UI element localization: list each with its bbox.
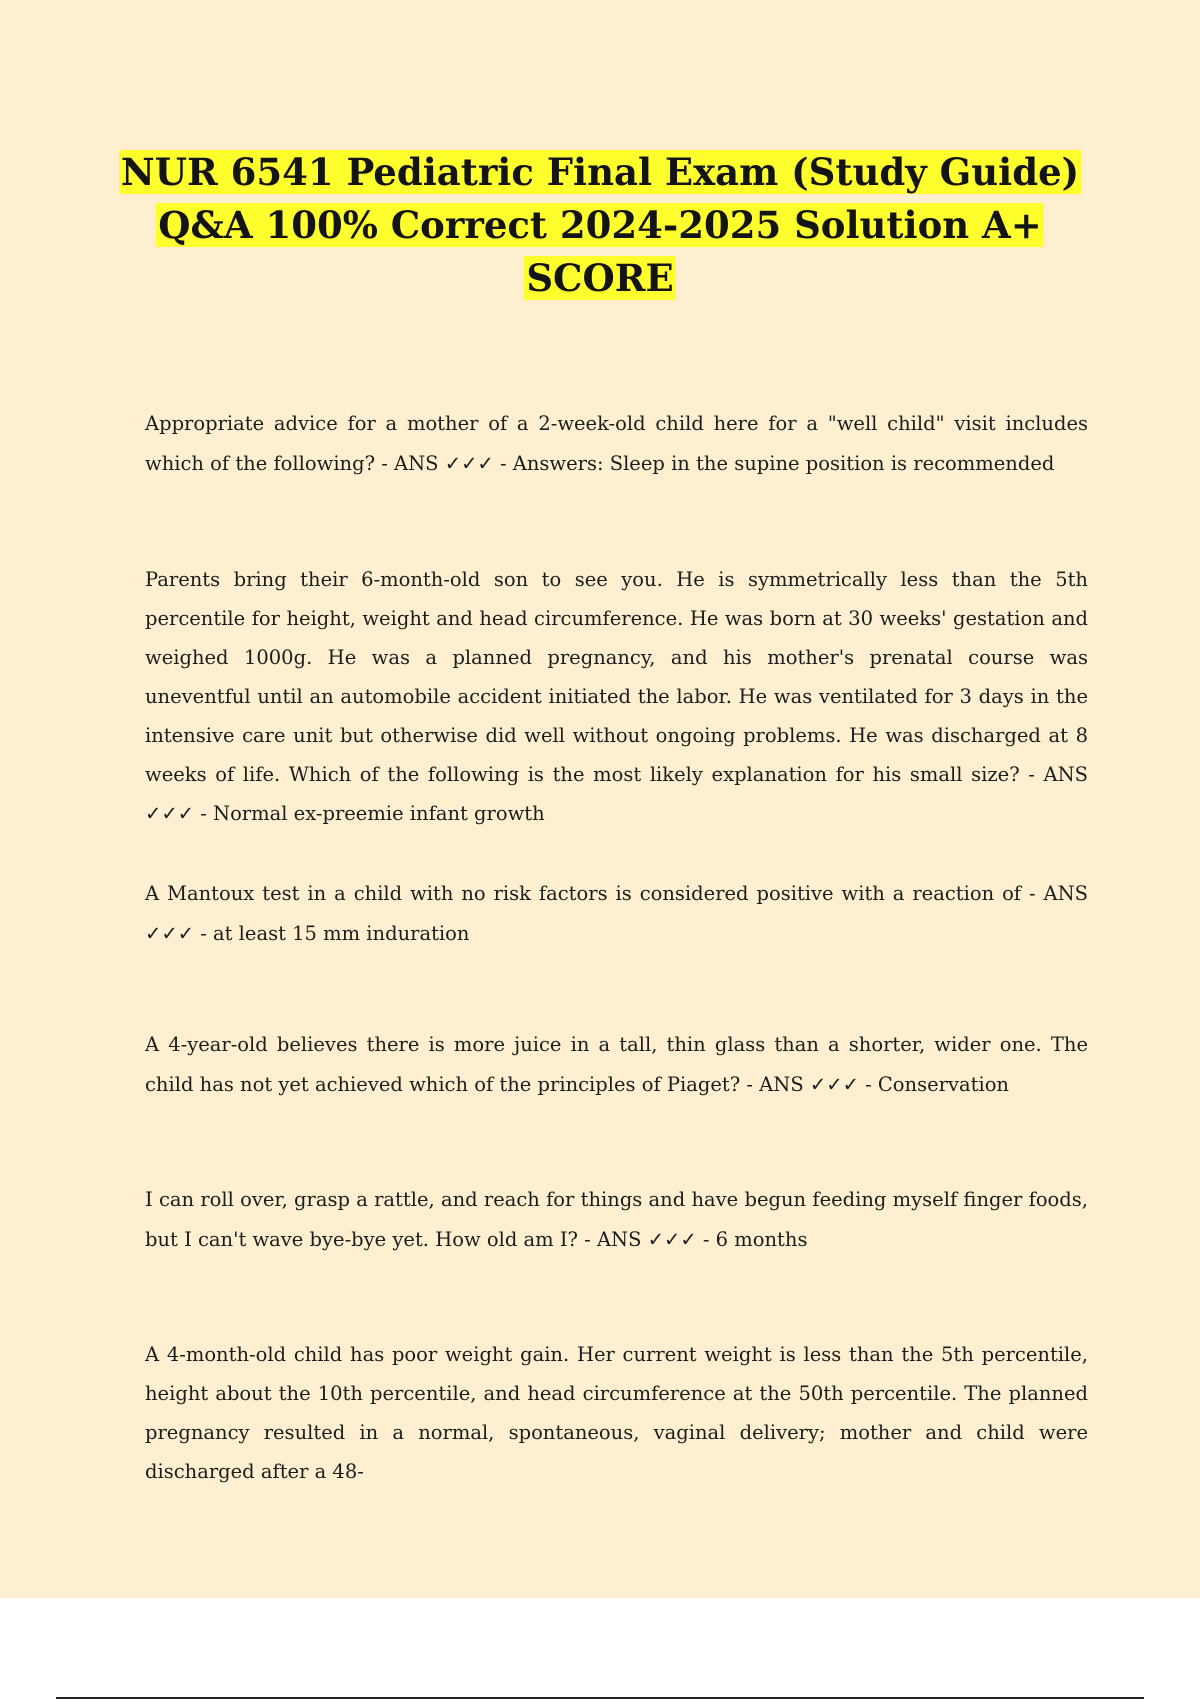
question-6: A 4-month-old child has poor weight gain. Her current weight is less than the 5th percentile, height about the 10th percentile, and head circumference at the 50th percentile. The planned pregnancy resulted in a normal, spontaneous, vaginal delivery; mother and child were discharged after a 48- [145,1343,1088,1483]
question-5: I can roll over, grasp a rattle, and reach for things and have begun feeding myself finger foods, but I can't wave bye-bye yet. How old am I? - ANS ✓✓✓ - 6 months [145,1188,1088,1251]
footer-divider [56,1697,1144,1699]
title-line-2: Q&A 100% Correct 2024-2025 Solution A+ [158,203,1042,247]
question-1: Appropriate advice for a mother of a 2-week-old child here for a "well child" visit includes which of the following? - ANS ✓✓✓ - Answers: Sleep in the supine position is recommended [145,412,1088,475]
question-3: A Mantoux test in a child with no risk factors is considered positive with a reaction of - ANS ✓✓✓ - at least 15 mm induration [145,882,1088,945]
document-title [100,146,1100,305]
question-4: A 4-year-old believes there is more juice in a tall, thin glass than a shorter, wider one. The child has not yet achieved which of the principles of Piaget? - ANS ✓✓✓ - Conservation [145,1033,1088,1096]
title-line-1: NUR 6541 Pediatric Final Exam (Study Guide) [120,150,1080,194]
question-2: Parents bring their 6-month-old son to see you. He is symmetrically less than the 5th percentile for height, weight and head circumference. He was born at 30 weeks' gestation and weighed 1000g. He was a planned pregnancy, and his mother's prenatal course was uneventful until an automobile accident initiated the labor. He was ventilated for 3 days in the intensive care unit but otherwise did well without ongoing problems. He was discharged at 8 weeks of life. Which of the following is the most likely explanation for his small size? - ANS ✓✓✓ - Normal ex-preemie infant growth [145,568,1088,825]
title-line-3: SCORE [526,256,674,300]
